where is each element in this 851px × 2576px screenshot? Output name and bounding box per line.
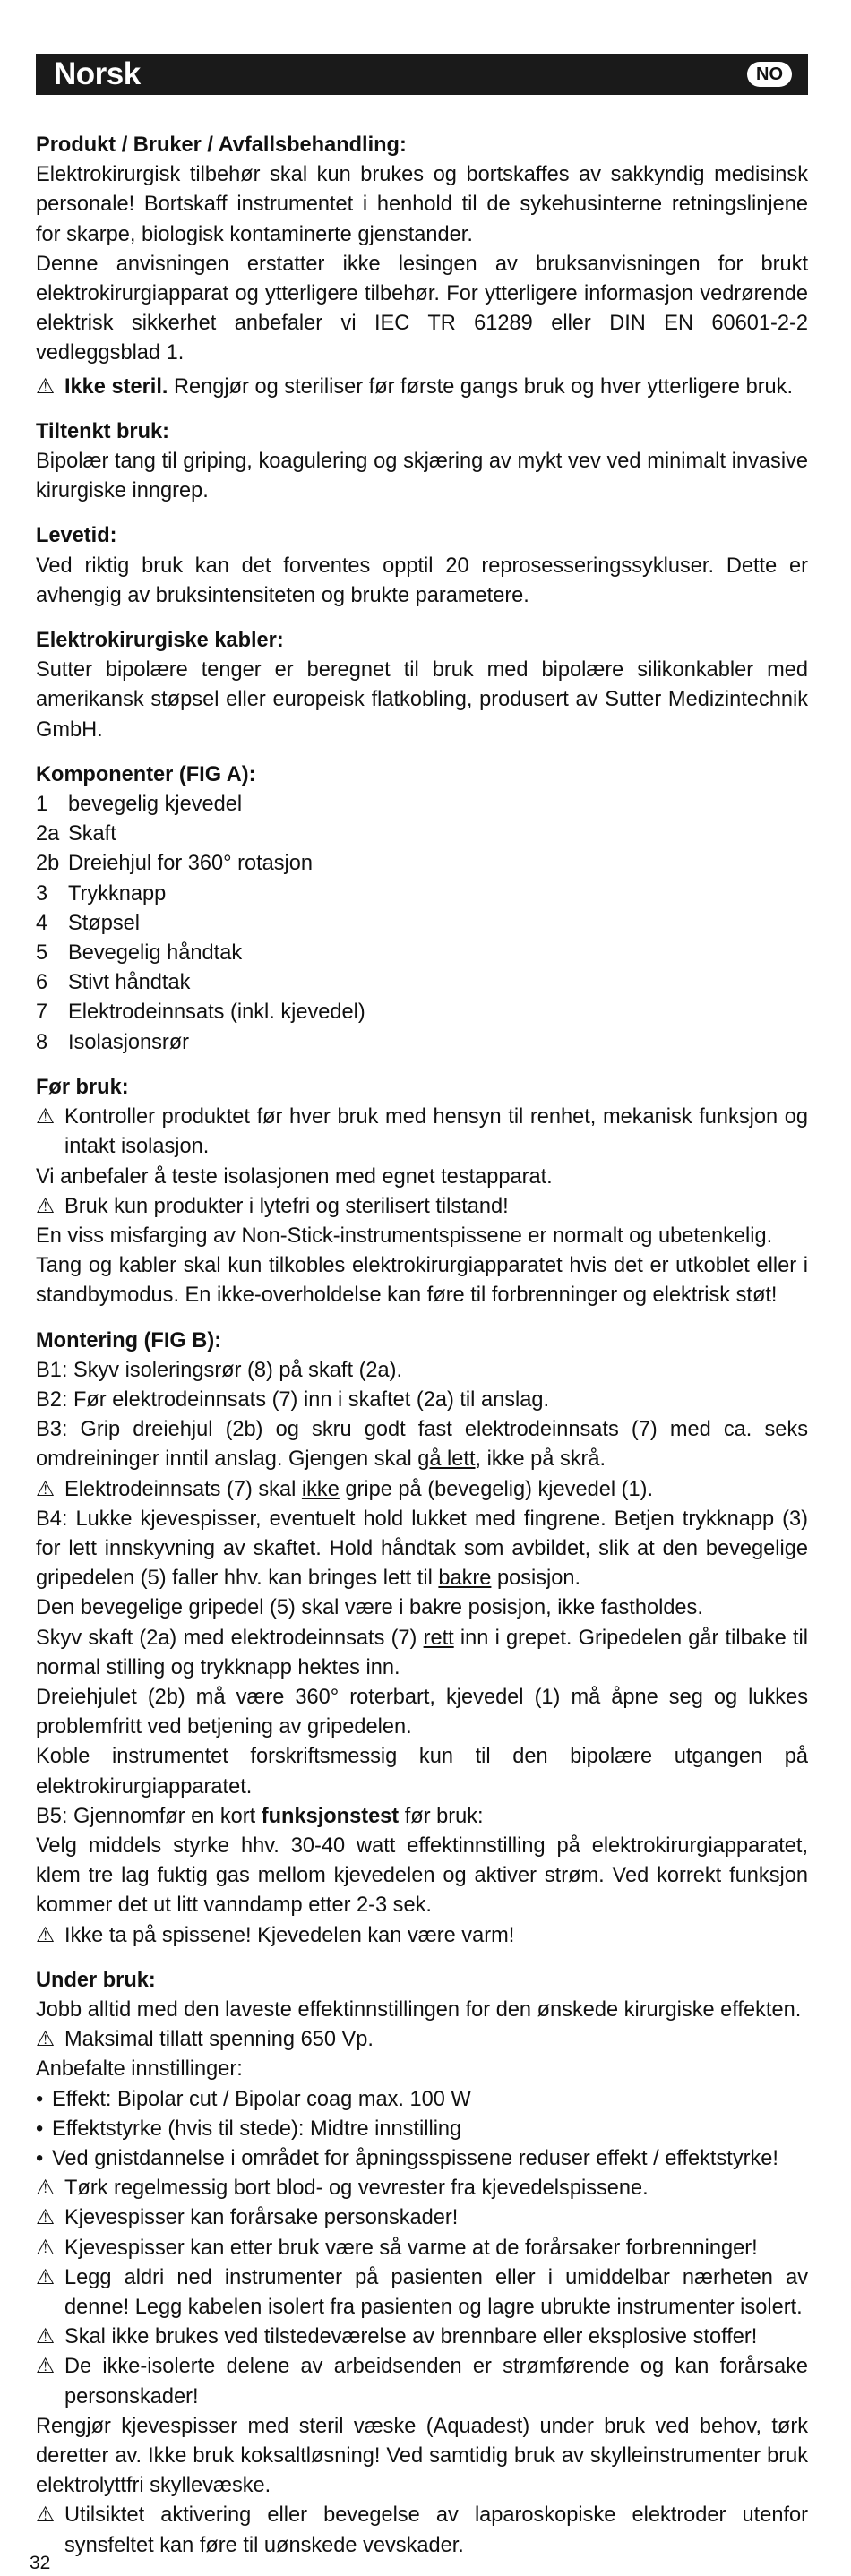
- language-title: Norsk: [54, 56, 141, 92]
- section-product: [36, 131, 808, 402]
- text-run: inn i grepet. Gripedelen går tilbake til normal stilling og trykknapp hektes inn.: [36, 1626, 808, 1679]
- component-label: Elektrodeinnsats (inkl. kjevedel): [68, 1000, 365, 1025]
- underlined-text: gå lett: [417, 1447, 476, 1472]
- list-item: [36, 2115, 808, 2144]
- section-cables: [36, 626, 808, 745]
- warning-text: Rengjør og steriliser før første gangs bruk og hver ytterligere bruk.: [168, 374, 794, 399]
- warning-line: [36, 1921, 808, 1951]
- warning-icon: ⚠: [36, 2265, 56, 2289]
- component-label: Dreiehjul for 360° rotasjon: [68, 852, 314, 876]
- section-lifetime: [36, 521, 808, 611]
- warning-text: Maksimal tillatt spenning 650 Vp.: [64, 2028, 374, 2052]
- warning-line: [36, 2352, 808, 2411]
- paragraph: Den bevegelige gripedel (5) skal være i bakre posisjon, ikke fastholdes.: [36, 1596, 703, 1620]
- component-number: 2b: [36, 852, 60, 876]
- warning-text: Bruk kun produkter i lytefri og sterilisert tilstand!: [64, 1194, 509, 1218]
- text-run: B4: Lukke kjevespisser, eventuelt hold lukket med fingrene. Betjen trykknapp (3) for lett innskyvning av skaftet. Hold håndtak som avbildet, slik at den bevegelige gripedelen (5) faller hhv. kan bringes lett til: [36, 1507, 808, 1591]
- section-intended-use: [36, 417, 808, 507]
- warning-icon: ⚠: [36, 2503, 56, 2528]
- warning-bold-text: Ikke steril.: [64, 374, 168, 399]
- component-item: [36, 939, 808, 968]
- warning-icon: ⚠: [36, 2236, 56, 2260]
- component-number: 7: [36, 1000, 48, 1025]
- list-item-text: Effektstyrke (hvis til stede): Midtre innstilling: [52, 2117, 462, 2141]
- warning-line: [36, 1192, 808, 1222]
- component-label: Bevegelig håndtak: [68, 941, 243, 966]
- step-b4: [36, 1505, 808, 1594]
- section-during-use: [36, 1966, 808, 2561]
- underlined-text: ikke: [301, 1477, 340, 1501]
- warning-text: Kjevespisser kan etter bruk være så varme at de forårsaker forbrenninger!: [64, 2236, 758, 2260]
- step-b5: [36, 1802, 808, 1832]
- step-b1: B1: Skyv isoleringsrør (8) på skaft (2a).: [36, 1358, 403, 1382]
- text-run: gripe på (bevegelig) kjevedel (1).: [339, 1477, 654, 1501]
- component-item: [36, 820, 808, 849]
- warning-text: Legg aldri ned instrumenter på pasienten eller i umiddelbar nærheten av denne! Legg kabelen isolert fra pasienten og lagre ubrukte instrumenter isolert.: [64, 2265, 808, 2320]
- warning-text: Ikke ta på spissene! Kjevedelen kan være varm!: [64, 1923, 515, 1947]
- text-run: Elektrodeinnsats (7) skal: [64, 1477, 302, 1501]
- paragraph: Dreiehjulet (2b) må være 360° roterbart, kjevedel (1) må åpne seg og lukkes problemfritt ved betjening av gripedelen.: [36, 1685, 808, 1739]
- paragraph: Rengjør kjevespisser med steril væske (Aquadest) under bruk ved behov, tørk deretter av. Ikke bruk koksaltløsning! Ved samtidig bruk av skylleinstrumenter bruk elektrolyttfri skyllevæske.: [36, 2414, 808, 2498]
- step-b3: [36, 1415, 808, 1474]
- warning-icon: ⚠: [36, 2206, 56, 2230]
- warning-icon: ⚠: [36, 1923, 56, 1947]
- warning-text: Utilsiktet aktivering eller bevegelse av laparoskopiske elektroder utenfor synsfeltet kan føre til uønskede vevskader.: [64, 2503, 808, 2557]
- paragraph: Anbefalte innstillinger:: [36, 2057, 243, 2082]
- warning-line: [36, 2501, 808, 2560]
- list-item-text: Effekt: Bipolar cut / Bipolar coag max. 100 W: [52, 2087, 471, 2111]
- paragraph: Ved riktig bruk kan det forventes opptil 20 reprosesseringssykluser. Dette er avhengig av bruksintensiteten og brukte parametere.: [36, 554, 808, 607]
- heading-before-use: Før bruk:: [36, 1075, 129, 1099]
- warning-icon: ⚠: [36, 1477, 56, 1501]
- component-number: 8: [36, 1030, 48, 1054]
- text-run: , ikke på skrå.: [475, 1447, 606, 1472]
- warning-line: [36, 2203, 808, 2233]
- list-item: [36, 2144, 808, 2174]
- paragraph: Jobb alltid med den laveste effektinnstillingen for den ønskede kirurgiske effekten.: [36, 1997, 802, 2022]
- paragraph: [36, 1624, 808, 1683]
- text-run: posisjon.: [491, 1567, 581, 1591]
- component-label: Isolasjonsrør: [68, 1030, 190, 1054]
- underlined-text: bakre: [438, 1567, 492, 1591]
- paragraph: Vi anbefaler å teste isolasjonen med egnet testapparat.: [36, 1164, 553, 1189]
- component-label: Støpsel: [68, 911, 140, 935]
- step-b2: B2: Før elektrodeinnsats (7) inn i skaftet (2a) til anslag.: [36, 1387, 550, 1412]
- warning-text: Tørk regelmessig bort blod- og vevrester fra kjevedelspissene.: [64, 2177, 649, 2201]
- paragraph: En viss misfarging av Non-Stick-instrumentspissene er normalt og ubetenkelig.: [36, 1224, 773, 1248]
- component-number: 3: [36, 881, 48, 906]
- component-number: 2a: [36, 822, 60, 846]
- list-item: [36, 2085, 808, 2115]
- text-run: B3: Grip dreiehjul (2b) og skru godt fast elektrodeinnsats (7) med ca. seks omdreininger inntil anslag. Gjengen skal: [36, 1418, 808, 1472]
- warning-icon: ⚠: [36, 1194, 56, 1218]
- warning-line: [36, 1475, 808, 1505]
- heading-assembly: Montering (FIG B):: [36, 1328, 222, 1352]
- component-number: 6: [36, 971, 48, 995]
- paragraph: Denne anvisningen erstatter ikke lesingen av bruksanvisningen for brukt elektrokirurgiapparat og ytterligere tilbehør. For ytterligere informasjon vedrørende elektrisk sikkerhet anbefaler vi IEC TR 61289 eller DIN EN 60601-2-2 vedleggsblad 1.: [36, 252, 808, 365]
- paragraph: Elektrokirurgisk tilbehør skal kun brukes og bortskaffes av sakkyndig medisinsk personale! Bortskaff instrumentet i henhold til de sykehusinterne retningslinjene for skarpe, biologisk kontaminerte gjenstander.: [36, 163, 808, 246]
- heading-components: Komponenter (FIG A):: [36, 762, 256, 786]
- paragraph: Bipolær tang til griping, koagulering og skjæring av mykt vev ved minimalt invasive kirurgiske inngrep.: [36, 450, 808, 503]
- warning-icon: ⚠: [36, 2028, 56, 2052]
- document-body: [36, 131, 808, 2576]
- warning-icon: ⚠: [36, 2355, 56, 2379]
- component-item: [36, 790, 808, 820]
- text-run: før bruk:: [399, 1804, 484, 1828]
- bold-text: funksjonstest: [261, 1804, 400, 1828]
- paragraph: Koble instrumentet forskriftsmessig kun til den bipolære utgangen på elektrokirurgiapparatet.: [36, 1745, 808, 1799]
- warning-text: Kontroller produktet før hver bruk med hensyn til renhet, mekanisk funksjon og intakt isolasjon.: [64, 1105, 808, 1159]
- warning-line: [36, 1103, 808, 1162]
- component-label: Skaft: [68, 822, 116, 846]
- text-run: B5: Gjennomfør en kort: [36, 1804, 262, 1828]
- heading-cables: Elektrokirurgiske kabler:: [36, 629, 284, 653]
- warning-icon: ⚠: [36, 2177, 56, 2201]
- component-item: [36, 849, 808, 879]
- list-item-text: Ved gnistdannelse i området for åpningsspissene reduser effekt / effektstyrke!: [52, 2147, 778, 2170]
- component-item: [36, 998, 808, 1027]
- bullet-icon: •: [36, 2087, 44, 2111]
- text-run: Skyv skaft (2a) med elektrodeinnsats (7): [36, 1626, 424, 1650]
- section-before-use: [36, 1073, 808, 1311]
- page-number: 32: [30, 2553, 51, 2573]
- warning-text: Kjevespisser kan forårsake personskader!: [64, 2206, 459, 2230]
- warning-text: Skal ikke brukes ved tilstedeværelse av brennbare eller eksplosive stoffer!: [64, 2325, 758, 2349]
- warning-icon: ⚠: [36, 2325, 56, 2349]
- bullet-icon: •: [36, 2117, 44, 2141]
- component-item: [36, 968, 808, 998]
- heading-lifetime: Levetid:: [36, 524, 117, 548]
- heading-intended-use: Tiltenkt bruk:: [36, 419, 170, 443]
- warning-line: [36, 373, 808, 402]
- heading-during-use: Under bruk:: [36, 1968, 156, 1992]
- paragraph: Tang og kabler skal kun tilkobles elektrokirurgiapparatet hvis det er utkoblet eller i standbymodus. En ikke-overholdelse kan føre til forbrenninger og elektrisk støt!: [36, 1254, 808, 1308]
- component-item: [36, 1028, 808, 1058]
- component-label: Trykknapp: [68, 881, 167, 906]
- paragraph: Velg middels styrke hhv. 30-40 watt effektinnstilling på elektrokirurgiapparatet, klem tre lag fuktig gas mellom kjevedelen og aktiver strøm. Ved korrekt funksjon kommer det ut litt vanndamp etter 2-3 sek.: [36, 1833, 808, 1918]
- warning-line: [36, 2234, 808, 2263]
- bullet-icon: •: [36, 2147, 44, 2170]
- underlined-text: rett: [423, 1626, 454, 1650]
- component-item: [36, 880, 808, 909]
- warning-icon: ⚠: [36, 374, 56, 399]
- component-label: Stivt håndtak: [68, 971, 191, 995]
- language-badge: NO: [747, 62, 792, 87]
- paragraph: Sutter bipolære tenger er beregnet til bruk med bipolære silikonkabler med amerikansk støpsel eller europeisk flatkobling, produsert av Sutter Medizintechnik GmbH.: [36, 658, 808, 742]
- warning-line: [36, 2174, 808, 2203]
- component-number: 1: [36, 793, 48, 817]
- component-number: 4: [36, 911, 48, 935]
- section-components: [36, 760, 808, 1058]
- warning-line: [36, 2323, 808, 2352]
- section-assembly: [36, 1327, 808, 1951]
- heading-product: Produkt / Bruker / Avfallsbehandling:: [36, 133, 407, 157]
- warning-line: [36, 2025, 808, 2055]
- component-number: 5: [36, 941, 48, 966]
- component-item: [36, 909, 808, 939]
- section-header-bar: [36, 54, 808, 95]
- component-label: bevegelig kjevedel: [68, 793, 243, 817]
- warning-line: [36, 2263, 808, 2323]
- warning-text: De ikke-isolerte delene av arbeidsenden er strømførende og kan forårsake personskader!: [64, 2355, 808, 2409]
- warning-icon: ⚠: [36, 1105, 56, 1129]
